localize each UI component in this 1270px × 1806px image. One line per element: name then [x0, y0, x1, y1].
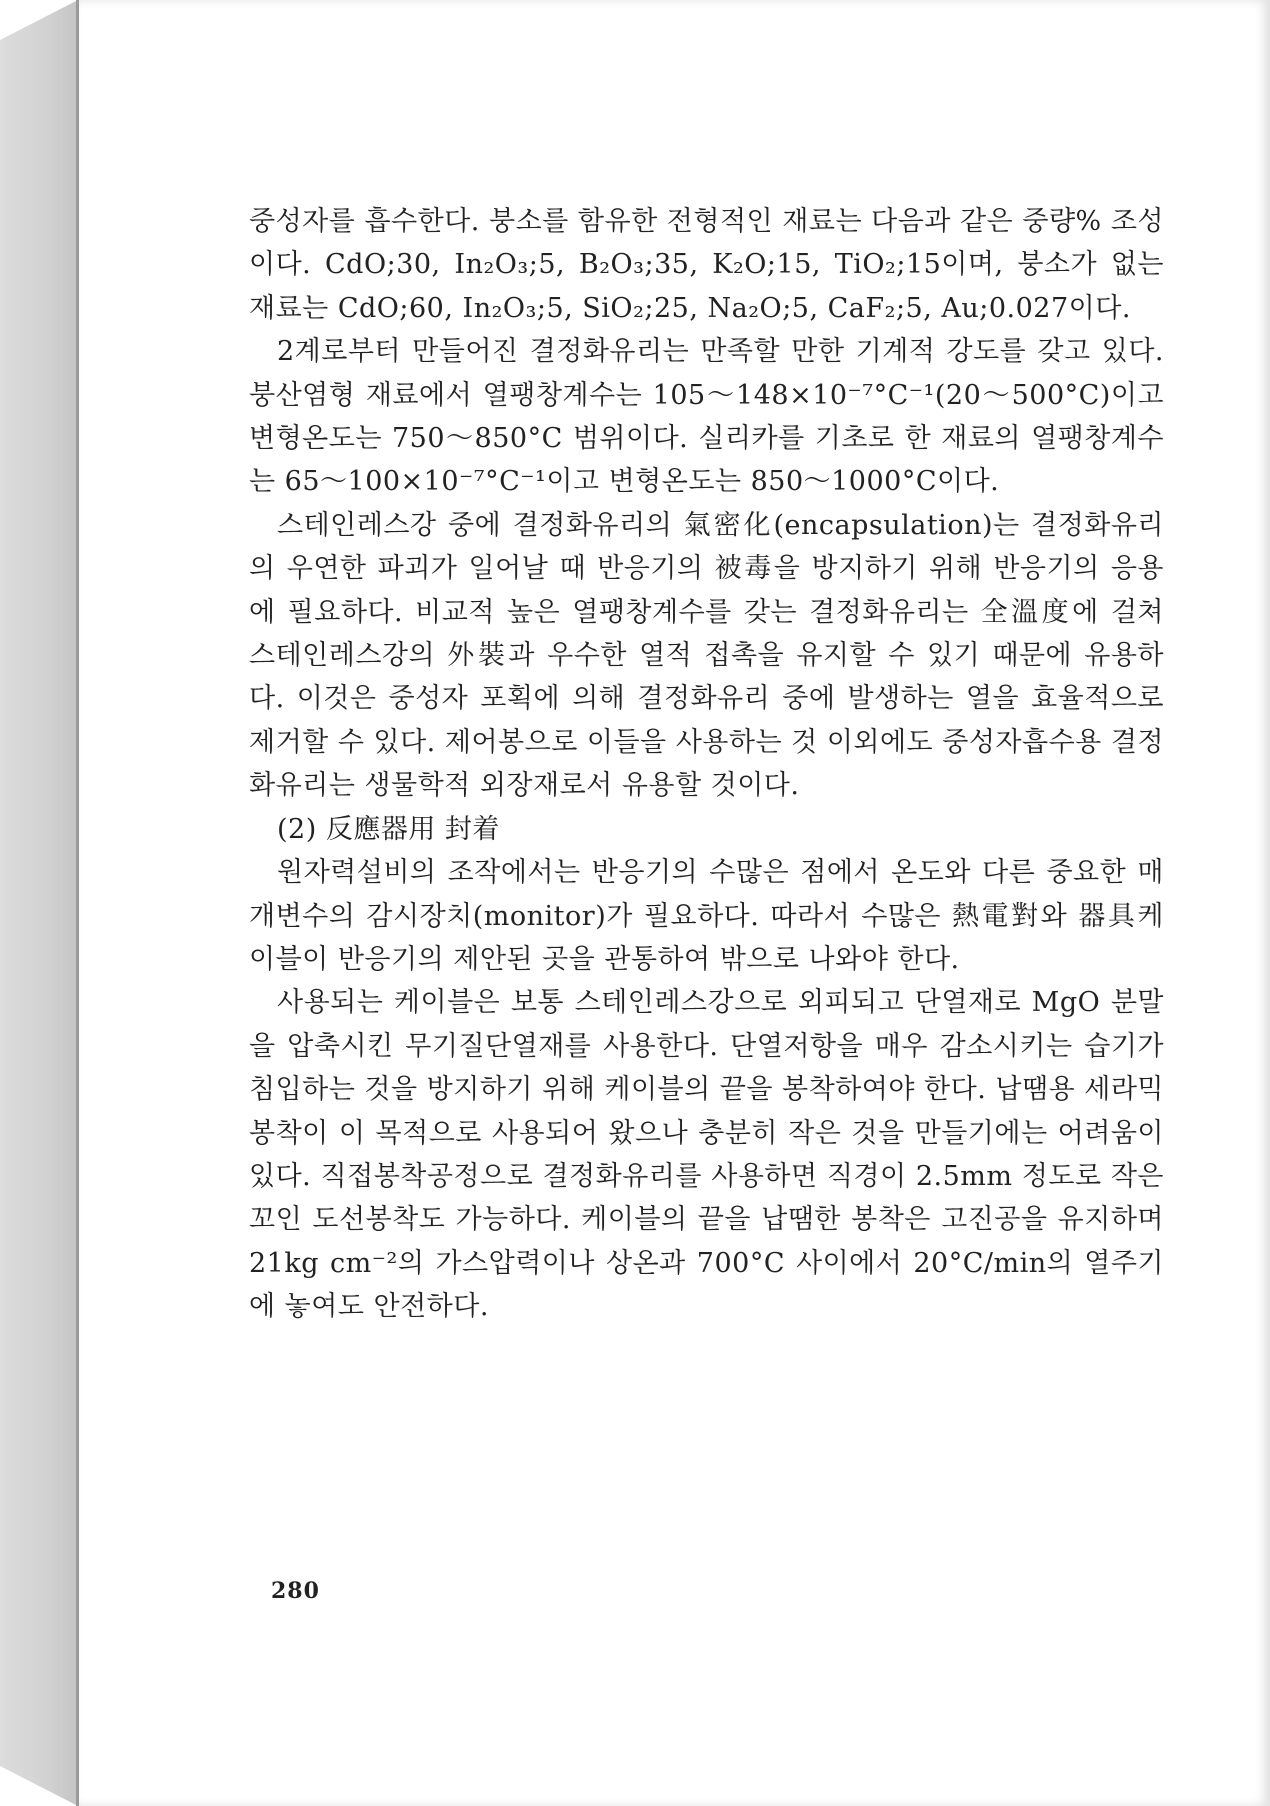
paragraph-3: 스테인레스강 중에 결정화유리의 氣密化(encapsulation)는 결정화유리의 우연한 파괴가 일어날 때 반응기의 被毒을 방지하기 위해 반응기의 응용에 필요하다. 비교적 높은 열팽창계수를 갖는 결정화유리는 全溫度에 걸쳐 스테인레스강의 外裝과 우수한 열적 접촉을 유지할 수 있기 때문에 유용하다. 이것은 중성자 포획에 의해 결정화유리 중에 발생하는 열을 효율적으로 제거할 수 있다. 제어봉으로 이들을 사용하는 것 이외에도 중성자흡수용 결정화유리는 생물학적 외장재로서 유용할 것이다.	[249, 509, 1164, 802]
section-heading: (2) 反應器用 封着	[277, 813, 500, 845]
book-page	[79, 0, 1270, 1806]
page-number: 280	[271, 1578, 320, 1604]
paragraph-2: 2계로부터 만들어진 결정화유리는 만족할 만한 기계적 강도를 갖고 있다. 붕산염형 재료에서 열팽창계수는 105～148×10⁻⁷°C⁻¹(20～500°C)이고 변형온도는 750～850°C 범위이다. 실리카를 기초로 한 재료의 열팽창계수는 65～100×10⁻⁷°C⁻¹이고 변형온도는 850～1000°C이다.	[249, 336, 1164, 498]
book-spine	[0, 0, 78, 1806]
paragraph-5: 사용되는 케이블은 보통 스테인레스강으로 외피되고 단열재로 MgO 분말을 압축시킨 무기질단열재를 사용한다. 단열저항을 매우 감소시키는 습기가 침입하는 것을 방지하기 위해 케이블의 끝을 봉착하여야 한다. 납땜용 세라믹봉착이 이 목적으로 사용되어 왔으나 충분히 작은 것을 만들기에는 어려움이 있다. 직접봉착공정으로 결정화유리를 사용하면 직경이 2.5mm 정도로 작은 꼬인 도선봉착도 가능하다. 케이블의 끝을 납땜한 봉착은 고진공을 유지하며 21kg cm⁻²의 가스압력이나 상온과 700°C 사이에서 20°C/min의 열주기에 놓여도 안전하다.	[249, 987, 1164, 1323]
page-text	[249, 200, 1164, 1329]
paragraph-4: 원자력설비의 조작에서는 반응기의 수많은 점에서 온도와 다른 중요한 매개변수의 감시장치(monitor)가 필요하다. 따라서 수많은 熱電對와 器具케이블이 반응기의 제안된 곳을 관통하여 밖으로 나와야 한다.	[249, 857, 1164, 975]
paragraph-1: 중성자를 흡수한다. 붕소를 함유한 전형적인 재료는 다음과 같은 중량% 조성이다. CdO;30, In₂O₃;5, B₂O₃;35, K₂O;15, TiO₂;15이며, 붕소가 없는 재료는 CdO;60, In₂O₃;5, SiO₂;25, Na₂O;5, CaF₂;5, Au;0.027이다.	[249, 206, 1164, 324]
